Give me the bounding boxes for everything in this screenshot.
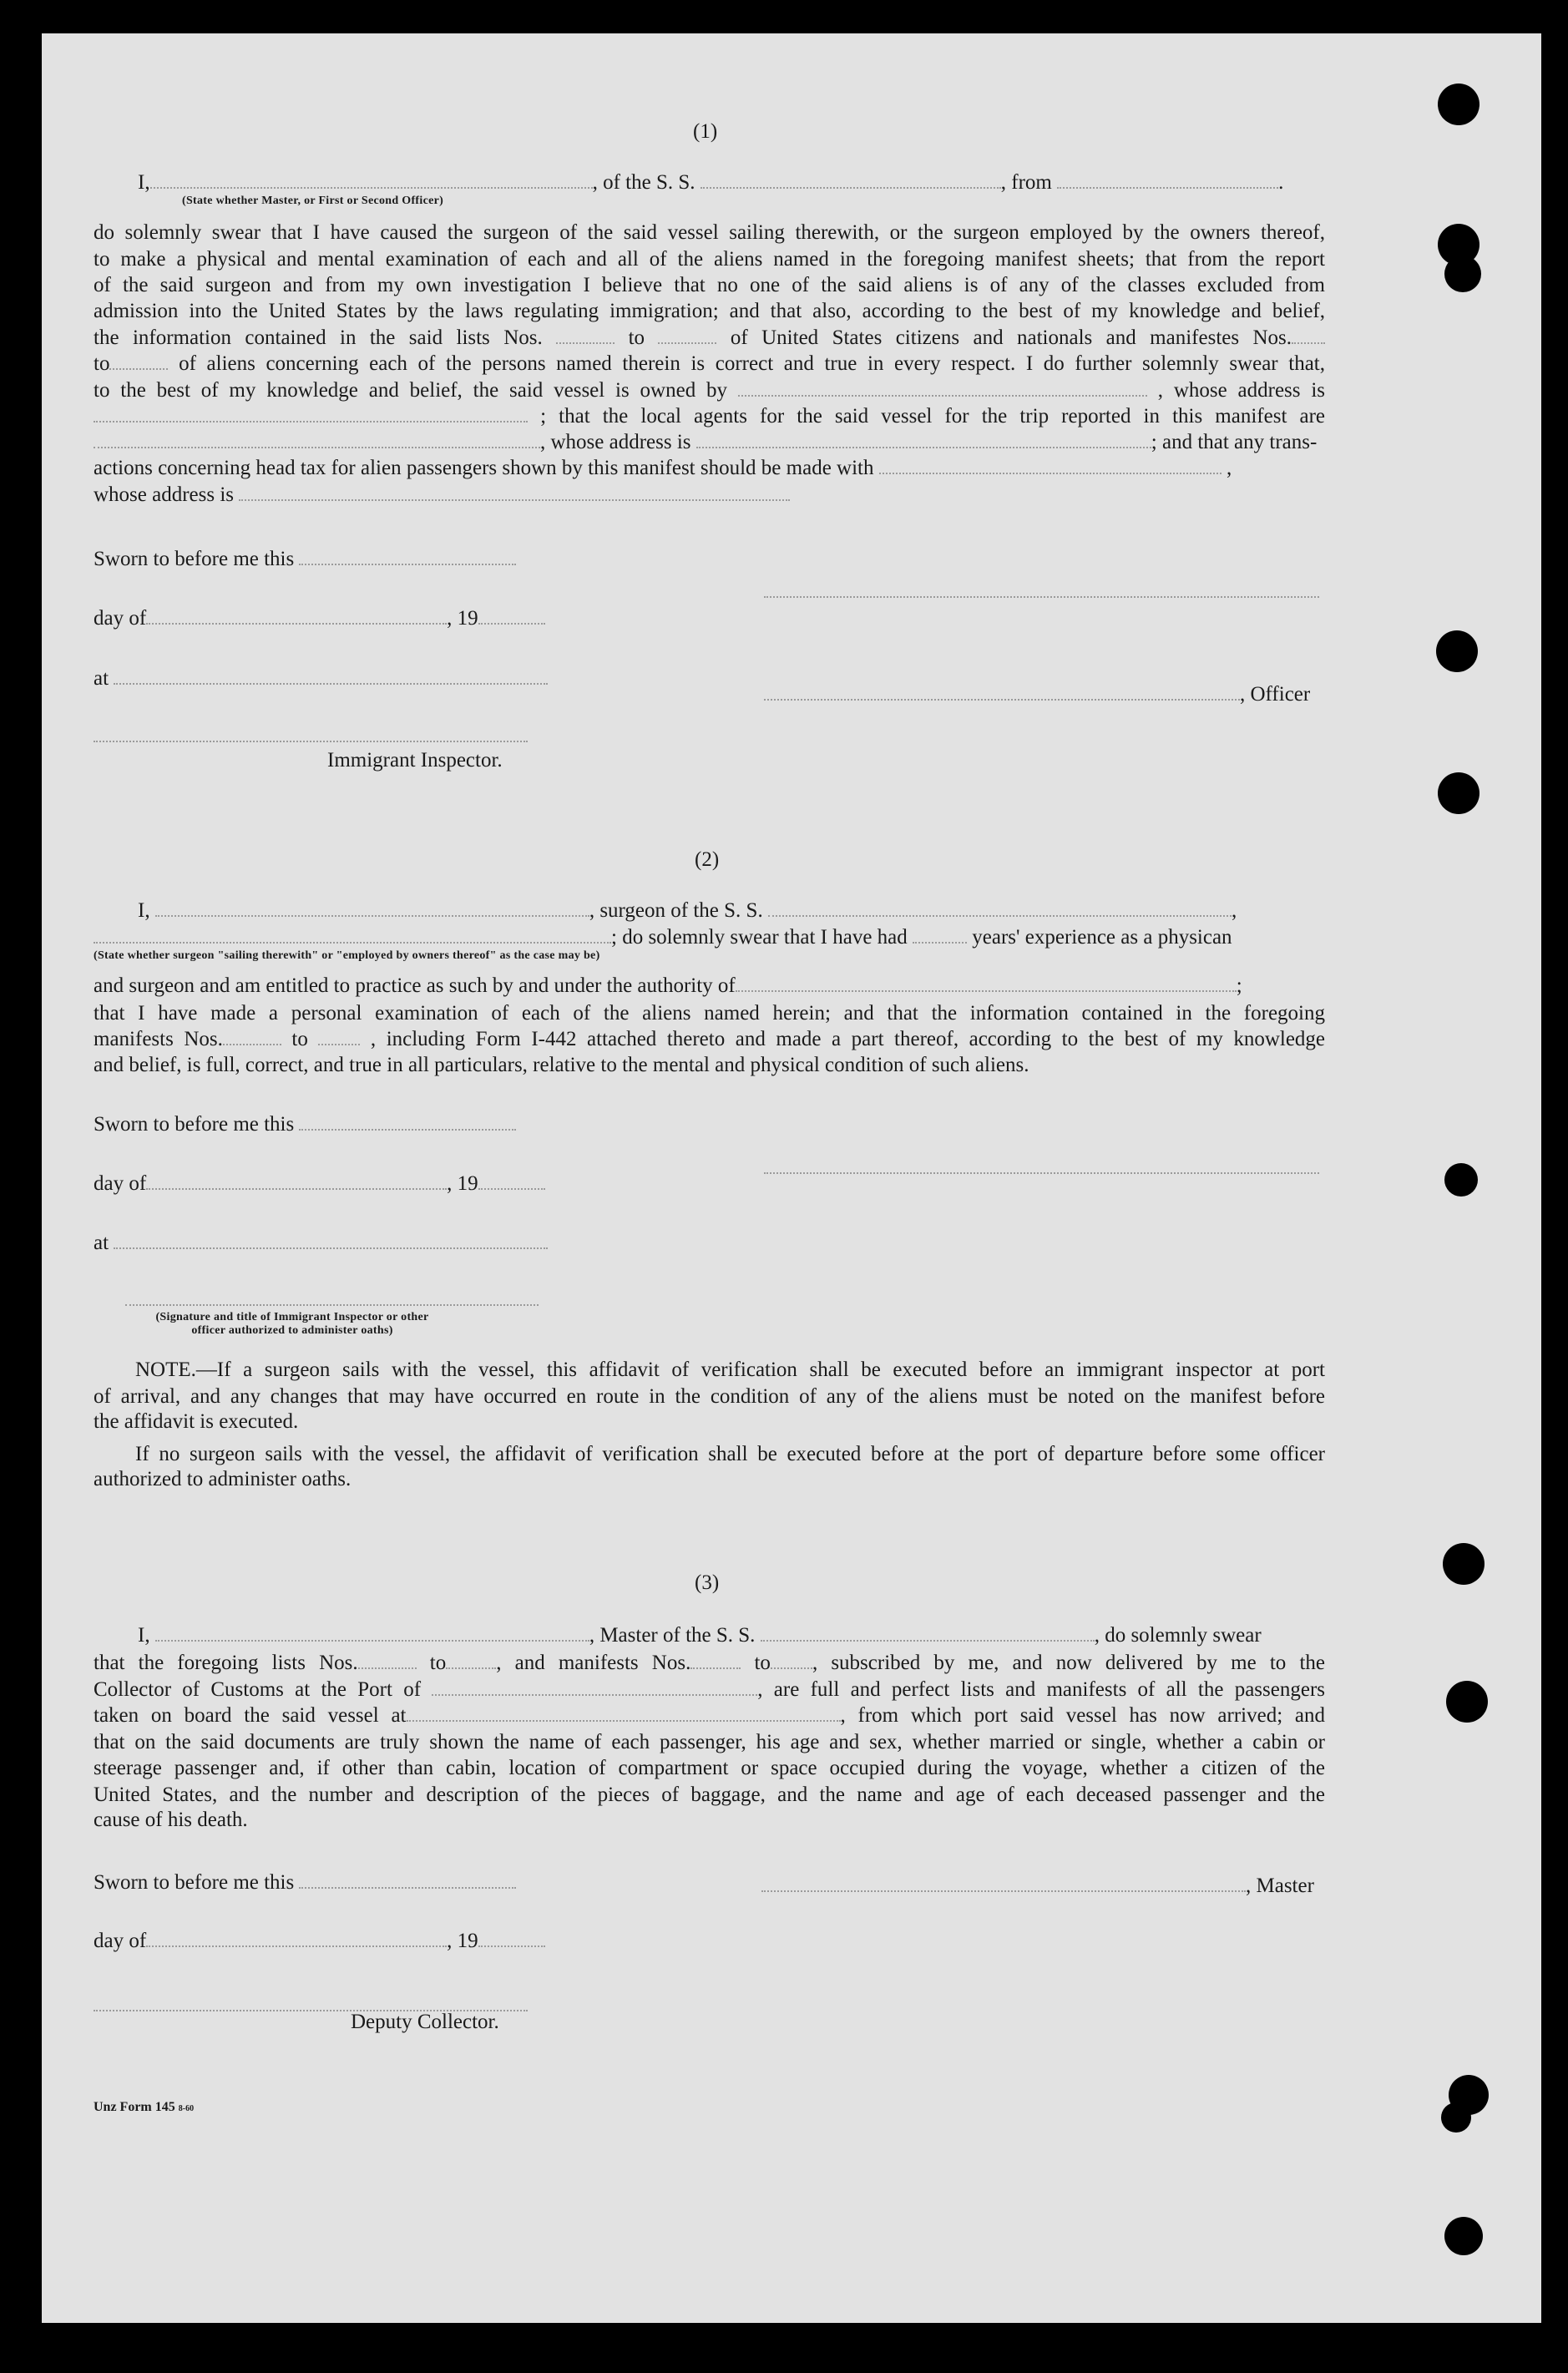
section-3-body-3: United States, and the number and description of the pieces of baggage, and the name and age of each deceased passenger and the bbox=[94, 1784, 1325, 1806]
punch-hole bbox=[1436, 630, 1478, 672]
section-3-day-of: day of , 19 bbox=[94, 1929, 545, 1954]
inspector-signature-line[interactable] bbox=[94, 739, 528, 742]
section-3-body-2: steerage passenger and, if other than cabin, location of compartment or space occupied during the voyage, whether a citizen of the bbox=[94, 1757, 1325, 1779]
section-2-line-6: and belief, is full, correct, and true in all particulars, relative to the mental and physical condition of such aliens. bbox=[94, 1054, 1029, 1076]
section-2-line-3: and surgeon and am entitled to practice as such by and under the authority of ; bbox=[94, 974, 1242, 997]
deputy-label: Deputy Collector. bbox=[351, 2011, 499, 2033]
section-2-line-5: manifests Nos. to , including Form I-442 attached thereto and made a part thereof, according to the best of my knowledge bbox=[94, 1028, 1326, 1050]
section-2-line-4: that I have made a personal examination of each of the aliens named herein; and that the information contained in the foregoing bbox=[94, 1002, 1325, 1025]
surgeon-vessel-field[interactable] bbox=[768, 900, 1232, 917]
section-1-day-of: day of , 19 bbox=[94, 606, 545, 631]
punch-hole bbox=[1441, 2102, 1471, 2133]
surgeon-signature-line[interactable] bbox=[764, 1171, 1319, 1174]
master-name-field[interactable] bbox=[155, 1625, 589, 1642]
section-3-line-2: that the foregoing lists Nos. to , and manifests Nos. to , subscribed by me, and now delivered by me to the bbox=[94, 1652, 1325, 1674]
punch-hole bbox=[1438, 83, 1479, 125]
head-tax-address-field[interactable] bbox=[239, 484, 790, 501]
sworn-date-field-1[interactable] bbox=[299, 549, 516, 565]
officer-signature: , Officer bbox=[764, 682, 1310, 707]
inspector-label: Immigrant Inspector. bbox=[327, 749, 503, 772]
section-2-sworn: Sworn to before me this bbox=[94, 1112, 516, 1137]
note-2-line-1: If no surgeon sails with the vessel, the affidavit of verification shall be executed before at the port of departure before some officer bbox=[135, 1443, 1325, 1465]
section-1-at: at bbox=[94, 666, 548, 691]
section-1-whose-address-line: whose address is bbox=[94, 483, 790, 508]
form-number: Unz Form 145 8-60 bbox=[94, 2100, 195, 2114]
owner-field[interactable] bbox=[738, 380, 1147, 397]
section-1-actions-line: actions concerning head tax for alien passengers shown by this manifest should be made with , bbox=[94, 457, 1232, 479]
port-field[interactable] bbox=[432, 1679, 757, 1696]
lists-to-field[interactable] bbox=[658, 327, 716, 344]
note-1-line-2: of arrival, and any changes that may have occurred en route in the condition of any of the aliens must be noted on the manifest before bbox=[94, 1385, 1325, 1408]
surgeon-manifest-to-field[interactable] bbox=[318, 1029, 360, 1045]
section-2-line-2: ; do solemnly swear that I have had years' experience as a physican bbox=[94, 925, 1232, 950]
master-signature: , Master bbox=[761, 1874, 1314, 1899]
surgeon-name-field[interactable] bbox=[155, 900, 589, 917]
section-1-whose-line: , whose address is ; and that any trans- bbox=[94, 430, 1325, 455]
place-field-1[interactable] bbox=[114, 668, 548, 685]
section-2-line-1: I, , surgeon of the S. S. , bbox=[138, 899, 1237, 922]
manifests-to-field-3[interactable] bbox=[771, 1652, 812, 1669]
oath-officer-label: (Signature and title of Immigrant Inspector or other officer authorized to administer oaths) bbox=[155, 1311, 429, 1337]
section-3-number: (3) bbox=[695, 1571, 720, 1594]
note-2-line-2: authorized to administer oaths. bbox=[94, 1468, 352, 1490]
section-1-number: (1) bbox=[693, 120, 718, 143]
surgeon-status-hint: (State whether surgeon "sailing therewith" or "employed by owners thereof" as the case may be) bbox=[94, 949, 600, 962]
note-1-line-1: NOTE.—If a surgeon sails with the vessel, this affidavit of verification shall be executed before an immigrant inspector at port bbox=[135, 1359, 1325, 1381]
year-field-3[interactable] bbox=[478, 1930, 545, 1947]
agents-address-field[interactable] bbox=[696, 432, 1151, 448]
section-3-body-1: that on the said documents are truly shown the name of each passenger, his age and sex, whether married or single, whether a cabin or bbox=[94, 1731, 1325, 1753]
section-1-lists-line: the information contained in the said lists Nos. to of United States citizens and nationals and manifestes Nos. bbox=[94, 325, 1325, 352]
manifests-to-field[interactable] bbox=[109, 353, 168, 370]
section-1-line-1: I, , of the S. S. , from . bbox=[138, 171, 1284, 194]
punch-hole bbox=[1438, 772, 1479, 814]
section-1-owner-line: to the best of my knowledge and belief, the said vessel is owned by , whose address is bbox=[94, 379, 1326, 402]
section-1-body-1: do solemnly swear that I have caused the surgeon of the said vessel sailing therewith, or the surgeon employed by the owners thereof, bbox=[94, 221, 1325, 244]
section-1-sworn: Sworn to before me this bbox=[94, 547, 516, 572]
surgeon-manifest-from-field[interactable] bbox=[223, 1029, 281, 1045]
section-2-number: (2) bbox=[695, 848, 720, 871]
section-3-body-4: cause of his death. bbox=[94, 1809, 248, 1831]
punch-hole bbox=[1444, 1163, 1478, 1197]
punch-hole bbox=[1444, 2217, 1483, 2255]
officer-name-field[interactable] bbox=[150, 172, 593, 189]
manifests-from-field-3[interactable] bbox=[690, 1652, 741, 1669]
officer-signature-line[interactable] bbox=[764, 595, 1319, 598]
section-1-agents-line: ; that the local agents for the said vessel for the trip reported in this manifest are bbox=[94, 403, 1325, 430]
officer-title-field[interactable] bbox=[764, 684, 1240, 701]
departure-port-field[interactable] bbox=[407, 1705, 841, 1722]
place-field-2[interactable] bbox=[114, 1232, 548, 1249]
oath-officer-signature-line[interactable] bbox=[125, 1303, 539, 1306]
practice-authority-field[interactable] bbox=[736, 975, 1237, 992]
day-of-field-1[interactable] bbox=[146, 608, 447, 625]
section-2-day-of: day of , 19 bbox=[94, 1171, 545, 1197]
surgeon-status-field[interactable] bbox=[94, 927, 611, 944]
punch-hole bbox=[1443, 1543, 1485, 1585]
year-field-1[interactable] bbox=[478, 608, 545, 625]
punch-hole bbox=[1446, 1681, 1488, 1723]
vessel-name-field[interactable] bbox=[701, 172, 1001, 189]
note-1-line-3: the affidavit is executed. bbox=[94, 1410, 299, 1433]
master-signature-field[interactable] bbox=[761, 1875, 1246, 1892]
section-1-body-3: of the said surgeon and from my own investigation I believe that no one of the said aliens is of any of the classes excluded from bbox=[94, 274, 1325, 296]
section-3-sworn: Sworn to before me this bbox=[94, 1870, 516, 1895]
master-vessel-field[interactable] bbox=[761, 1625, 1095, 1642]
section-1-body-4: admission into the United States by the laws regulating immigration; and that also, according to the best of my knowledge and belief, bbox=[94, 300, 1325, 322]
lists-from-field-3[interactable] bbox=[358, 1652, 417, 1669]
sworn-date-field-2[interactable] bbox=[299, 1114, 516, 1131]
years-experience-field[interactable] bbox=[913, 927, 967, 944]
section-3-line-1: I, , Master of the S. S. , do solemnly swear bbox=[138, 1624, 1262, 1647]
section-3-line-3: Collector of Customs at the Port of , are full and perfect lists and manifests of all the passengers bbox=[94, 1678, 1325, 1701]
manifests-from-field[interactable] bbox=[1292, 327, 1325, 344]
owner-address-field[interactable] bbox=[94, 406, 528, 422]
officer-rank-hint: (State whether Master, or First or Second Officer) bbox=[182, 195, 444, 207]
agents-field[interactable] bbox=[94, 432, 540, 448]
day-of-field-2[interactable] bbox=[146, 1173, 447, 1190]
section-1-aliens-line: to of aliens concerning each of the persons named therein is correct and true in every respect. I do further solemnly swear that, bbox=[94, 352, 1325, 375]
from-port-field[interactable] bbox=[1057, 172, 1278, 189]
head-tax-contact-field[interactable] bbox=[879, 458, 1222, 474]
sworn-date-field-3[interactable] bbox=[299, 1872, 516, 1889]
section-2-at: at bbox=[94, 1231, 548, 1256]
section-3-line-4: taken on board the said vessel at , from which port said vessel has now arrived; and bbox=[94, 1704, 1326, 1727]
lists-from-field[interactable] bbox=[556, 327, 615, 344]
section-1-body-2: to make a physical and mental examination of each and all of the aliens named in the foregoing manifest sheets; that from the report bbox=[94, 248, 1325, 271]
punch-hole bbox=[1444, 256, 1481, 292]
lists-to-field-3[interactable] bbox=[446, 1652, 496, 1669]
day-of-field-3[interactable] bbox=[146, 1930, 447, 1947]
year-field-2[interactable] bbox=[478, 1173, 545, 1190]
